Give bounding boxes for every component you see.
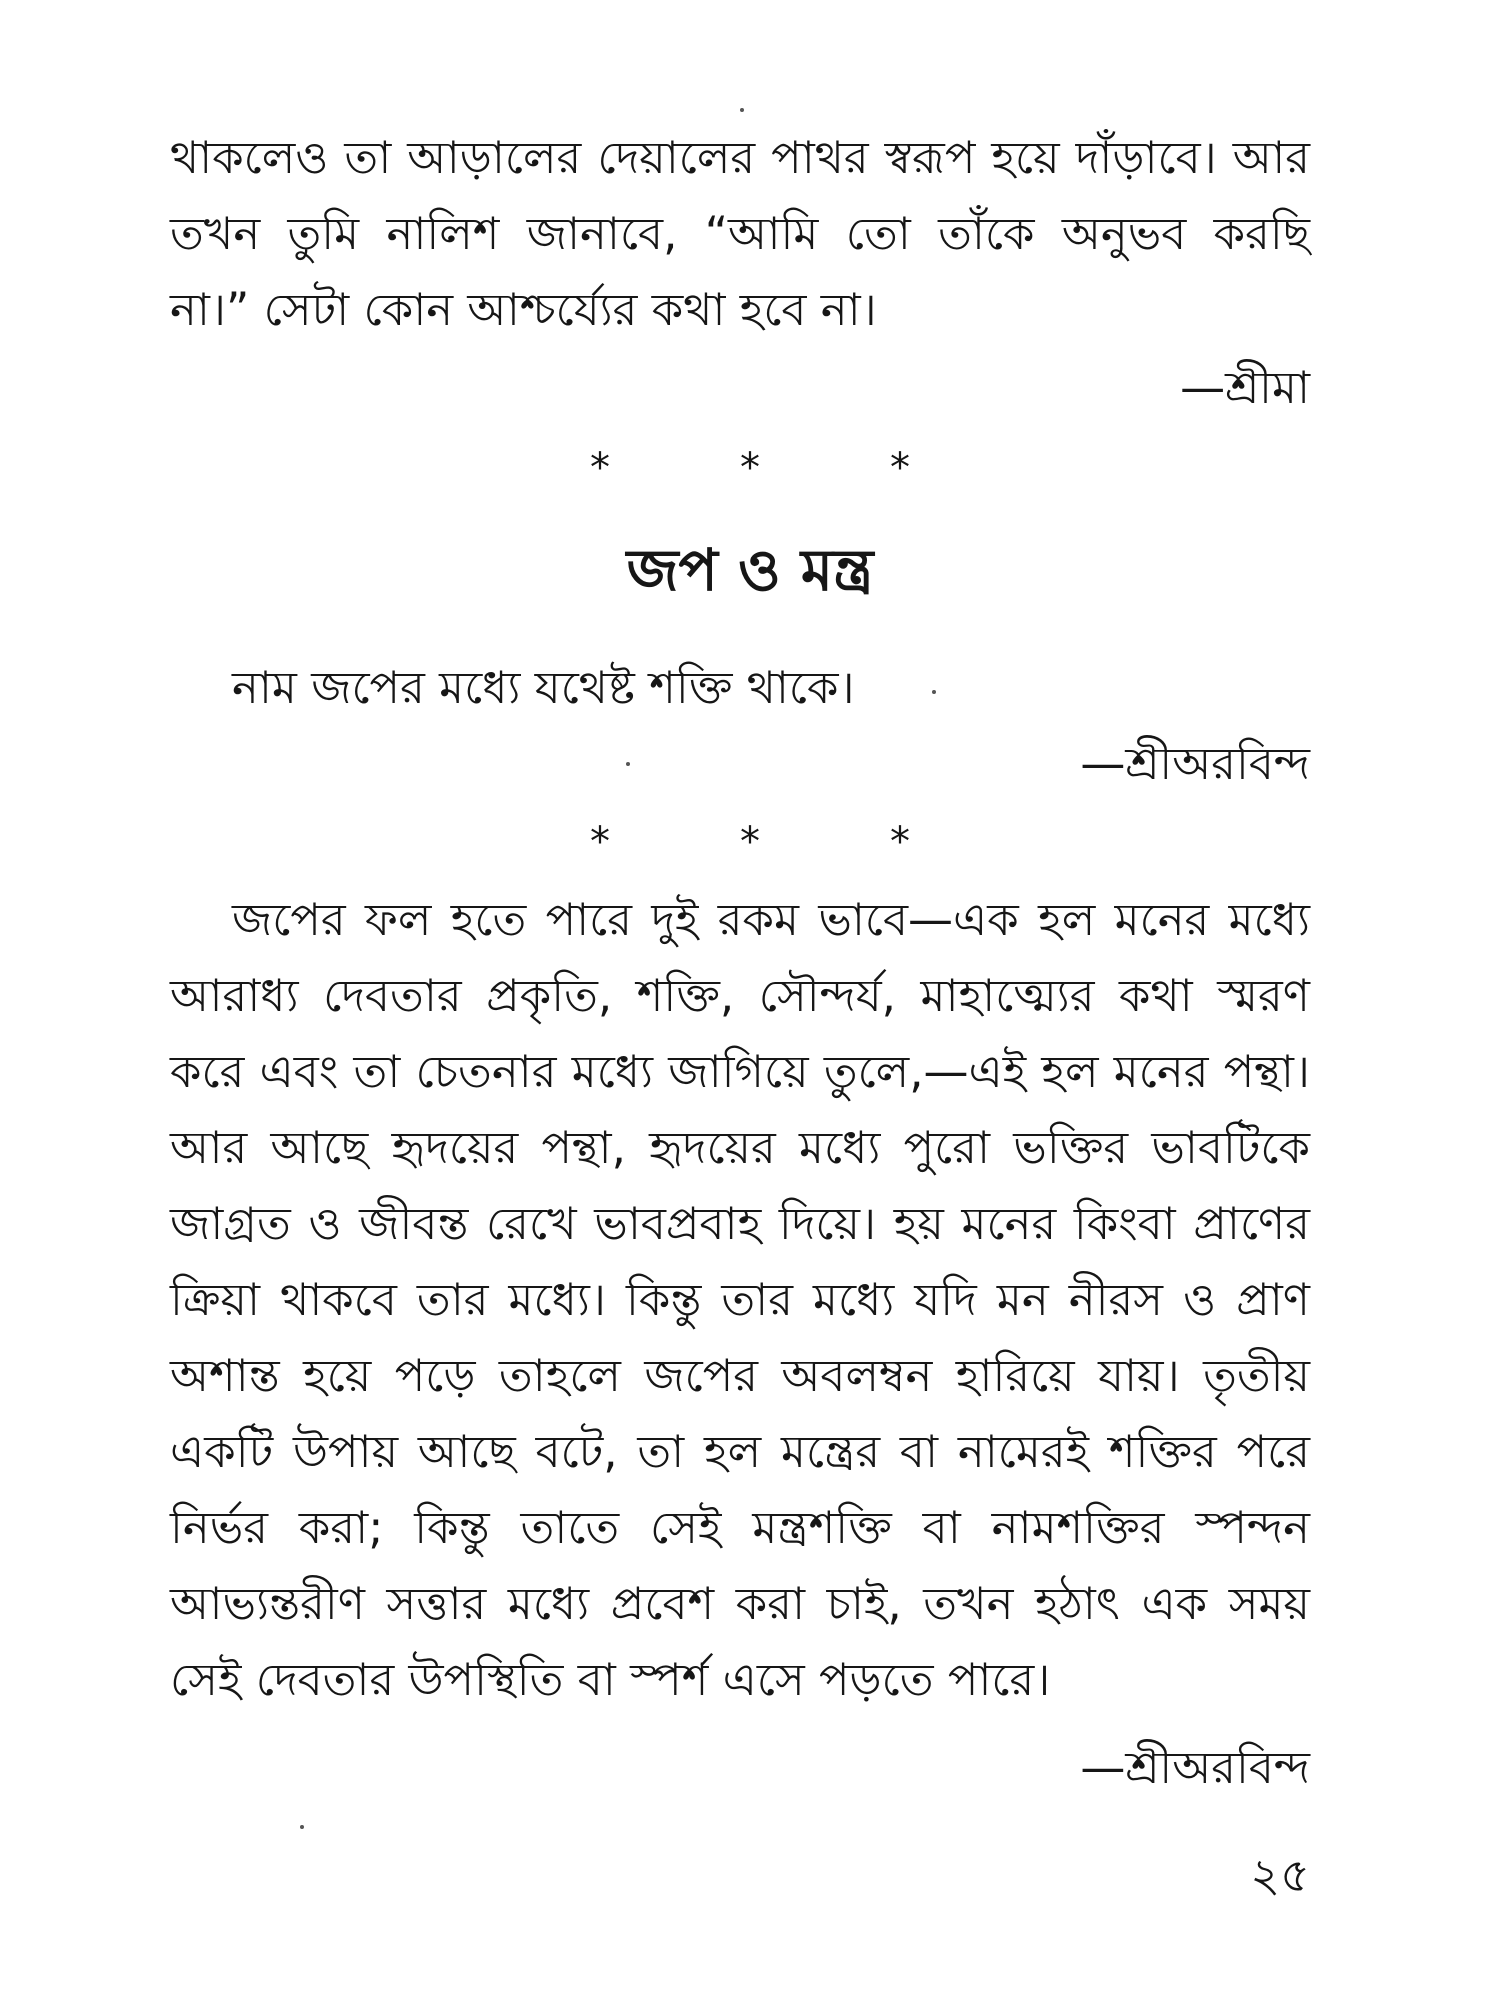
attribution: —শ্রীঅরবিন্দ xyxy=(1080,737,1310,790)
paragraph-line: না।” সেটা কোন আশ্চর্য্যের কথা হবে না। xyxy=(170,283,877,336)
section-heading: জপ ও মন্ত্র xyxy=(626,536,874,604)
scan-speck xyxy=(740,108,744,112)
paragraph-line: একটি উপায় আছে বটে, তা হল মন্ত্রের বা নামেরই শক্তির পরে xyxy=(170,1425,1310,1478)
asterisk: * xyxy=(740,445,760,491)
paragraph-line: জাগ্রত ও জীবন্ত রেখে ভাবপ্রবাহ দিয়ে। হয় মনের কিংবা প্রাণের xyxy=(170,1197,1310,1250)
paragraph-line: থাকলেও তা আড়ালের দেয়ালের পাথর স্বরূপ হয়ে দাঁড়াবে। আর xyxy=(170,131,1310,184)
asterisk: * xyxy=(590,819,610,865)
paragraph-line: করে এবং তা চেতনার মধ্যে জাগিয়ে তুলে,—এই হল মনের পন্থা। xyxy=(170,1045,1310,1098)
paragraph-line: আরাধ্য দেবতার প্রকৃতি, শক্তি, সৌন্দর্য, মাহাত্ম্যের কথা স্মরণ xyxy=(170,969,1310,1022)
quote-line: নাম জপের মধ্যে যথেষ্ট শক্তি থাকে। xyxy=(232,661,855,714)
attribution: —শ্রীমা xyxy=(1180,361,1310,414)
paragraph-line: অশান্ত হয়ে পড়ে তাহলে জপের অবলম্বন হারিয়ে যায়। তৃতীয় xyxy=(170,1349,1310,1402)
asterisk: * xyxy=(590,445,610,491)
paragraph-line: জপের ফল হতে পারে দুই রকম ভাবে—এক হল মনের মধ্যে xyxy=(232,893,1310,946)
asterisk: * xyxy=(740,819,760,865)
attribution: —শ্রীঅরবিন্দ xyxy=(1080,1741,1310,1794)
paragraph-line: নির্ভর করা; কিন্তু তাতে সেই মন্ত্রশক্তি বা নামশক্তির স্পন্দন xyxy=(170,1501,1310,1554)
page-number: ২৫ xyxy=(1250,1848,1310,1902)
asterisk: * xyxy=(890,445,910,491)
asterisk: * xyxy=(890,819,910,865)
section-separator xyxy=(0,445,1500,491)
paragraph-line: তখন তুমি নালিশ জানাবে, “আমি তো তাঁকে অনুভব করছি xyxy=(170,207,1310,260)
scan-speck xyxy=(626,762,630,766)
paragraph-line: আভ্যন্তরীণ সত্তার মধ্যে প্রবেশ করা চাই, তখন হঠাৎ এক সময় xyxy=(170,1577,1310,1630)
scan-speck xyxy=(932,690,936,694)
paragraph-line: সেই দেবতার উপস্থিতি বা স্পর্শ এসে পড়তে পারে। xyxy=(170,1653,1051,1706)
paragraph-line: আর আছে হৃদয়ের পন্থা, হৃদয়ের মধ্যে পুরো ভক্তির ভাবটিকে xyxy=(170,1121,1310,1174)
section-separator xyxy=(0,819,1500,865)
scan-speck xyxy=(300,1825,304,1829)
paragraph-line: ক্রিয়া থাকবে তার মধ্যে। কিন্তু তার মধ্যে যদি মন নীরস ও প্রাণ xyxy=(170,1273,1310,1326)
